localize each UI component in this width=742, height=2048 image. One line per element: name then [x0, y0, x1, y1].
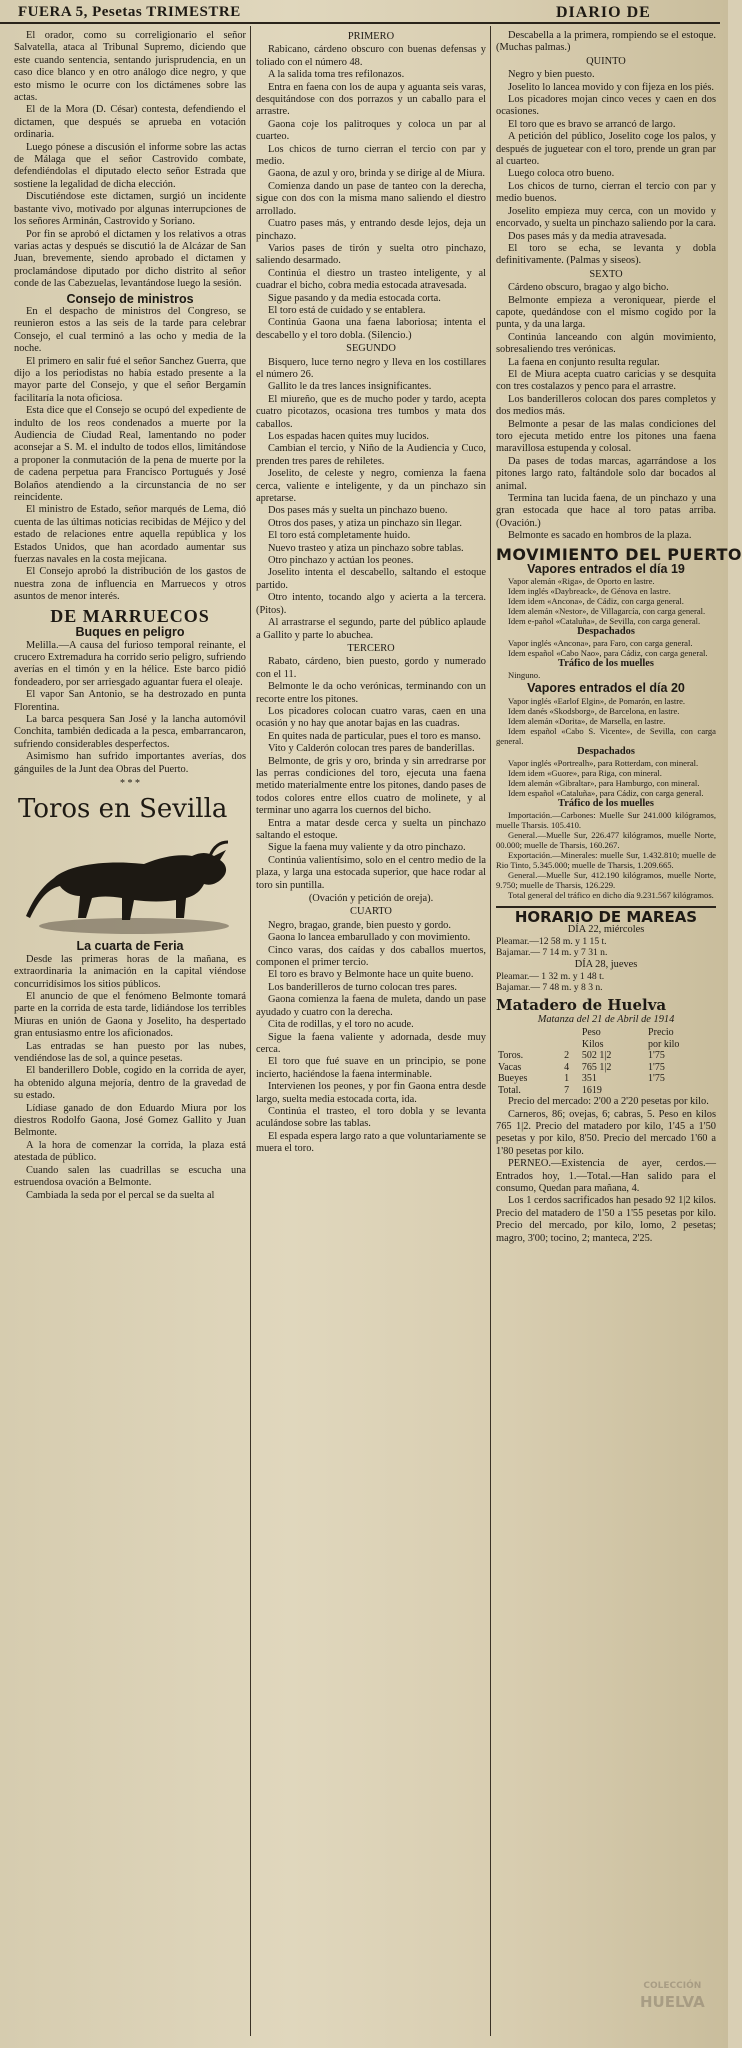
table-cell: 4	[564, 1061, 570, 1073]
paragraph: Comienza dando un pase de tanteo con la derecha, sigue con dos con la misma mano saliendo el diestro arrollado.	[256, 180, 486, 217]
shipping-entry: Idem danés «Skodsborg», de Barcelona, en lastre.	[508, 705, 680, 716]
paragraph: Bisquero, luce terno negro y lleva en los costillares el número 26.	[256, 356, 486, 380]
paragraph: Negro, bragao, grande, bien puesto y gordo.	[268, 919, 451, 931]
shipping-entry: Vapor alemán «Riga», de Oporto en lastre.	[508, 576, 655, 587]
slaughter-date: Matanza del 21 de Abril de 1914	[537, 1013, 675, 1025]
archive-stamp	[640, 1978, 705, 2010]
section-heading: Vapores entrados el día 19	[527, 562, 685, 577]
paragraph: Entra a matar desde cerca y suelta un pinchazo saltando el estoque.	[256, 817, 486, 841]
paragraph: Cinco varas, dos caídas y dos caballos muertos, componen el primer tercio.	[256, 944, 486, 969]
page-header	[0, 0, 720, 24]
paragraph: Cambian el tercio, y Niño de la Audiencia y Cuco, prenden tres pares de rehiletes.	[256, 443, 486, 467]
paragraph: Cuatro pases más, y entrando desde lejos, deja un pinchazo.	[256, 218, 486, 242]
paragraph: Los chicos de turno cierran el tercio con par y medio.	[256, 143, 486, 168]
paragraph: Carneros, 86; ovejas, 6; cabras, 5. Peso en kilos 765 1|2. Precio del matadero por kilo, 1'45 a 1'50 pesetas y por kilo, 8'50. Precio del mercado 1'60 a 1'80 pesetas por kilo.	[496, 1108, 716, 1157]
paragraph: El toro que es bravo se arrancó de largo.	[508, 118, 676, 130]
paragraph: Luego coloca otro bueno.	[508, 168, 615, 180]
paragraph: El primero en salir fué el señor Sanchez Guerra, que dijo a los periodistas no había estado presente a la mayor parte del Consejo, y que el señor Bergamín facilitaría la nota oficiosa.	[14, 355, 246, 404]
table-header: Kilos	[581, 1038, 604, 1050]
paragraph: Cárdeno obscuro, bragao y algo bicho.	[508, 282, 669, 294]
paragraph: Los picadores colocan cuatro varas, caen en una ocasión y no hay que anotar bajas en las cuadras.	[256, 705, 486, 730]
paragraph: Da pases de todas marcas, agarrándose a los pitones largo rato, faltándole solo dar bocados al animal.	[496, 455, 716, 492]
paragraph: Lídiase ganado de don Eduardo Miura por los diestros Rodolfo Gaona, José Gomez Gallito y Juan Belmonte.	[14, 1102, 246, 1139]
column-3	[496, 30, 742, 1245]
paragraph: Los banderilleros colocan dos pares completos y dos medios más.	[496, 393, 716, 418]
shipping-entry: Idem español «Cabo Nao», para Cádiz, con carga general.	[508, 648, 708, 659]
paragraph: Nuevo trasteo y atiza un pinchazo sobre tablas.	[268, 542, 464, 554]
paragraph: Dos pases más y da media atravesada.	[508, 230, 667, 242]
paragraph: Joselito intenta el descabello, saltando el estoque partido.	[256, 567, 486, 591]
paragraph: Intervienen los peones, y por fin Gaona entra desde largo, suelta media estocada corta, ida.	[256, 1081, 486, 1105]
section-heading: Despachados	[577, 626, 635, 638]
table-cell: Bueyes	[498, 1073, 528, 1085]
shipping-entry: Total general del tráfico en dicho día 9.231.567 kilógramos.	[508, 889, 714, 900]
paragraph: Continúa valientísimo, solo en el centro medio de la plaza, y larga una estocada superior, que hace rodar al toro sin puntilla.	[256, 854, 486, 891]
column-rule	[250, 26, 251, 2036]
section-heading: Consejo de ministros	[66, 291, 194, 306]
section-heading: Tráfico de los muelles	[558, 658, 654, 670]
paragraph: Gaona lo lancea embarullado y con movimiento.	[268, 932, 471, 944]
paragraph: El espada espera largo rato a que voluntariamente se muera el toro.	[256, 1130, 486, 1155]
tide-row: Bajamar.— 7 48 m. y 8 3 n.	[496, 982, 603, 994]
table-cell: 351	[581, 1073, 597, 1085]
table-header: Precio	[648, 1027, 674, 1039]
table-cell: Toros.	[498, 1050, 524, 1062]
paragraph: Belmonte es sacado en hombros de la plaza.	[508, 530, 692, 542]
shipping-entry: General.—Muelle Sur, 412.190 kilógramos, muelle Norte, 9.750; muelle de Tharsis, 126.229.	[496, 869, 716, 890]
paragraph: El de Miura acepta cuatro caricias y se desquita con tres costalazos y penco para el arrastre.	[496, 368, 716, 393]
paragraph: El toro se echa, se levanta y dobla definitivamente. (Palmas y siseos).	[496, 242, 716, 267]
paragraph: El toro está completamente huido.	[268, 530, 411, 542]
shipping-entry: Vapor inglés «Portrealh», para Rotterdam, con mineral.	[508, 757, 699, 768]
table-cell: 1619	[581, 1084, 602, 1096]
paragraph: Rabato, cárdeno, bien puesto, gordo y numerado con el 11.	[256, 656, 486, 680]
paragraph: Continúa el diestro un trasteo inteligente, y al cuadrar el bicho, cobra media estocada atravesada.	[256, 267, 486, 292]
table-cell: 1'75	[648, 1073, 665, 1085]
section-heading: Tráfico de los muelles	[558, 797, 654, 809]
paragraph: El toro es bravo y Belmonte hace un quite bueno.	[268, 969, 474, 981]
column-2	[256, 30, 486, 1156]
paragraph: El banderillero Doble, cogido en la corrida de ayer, ha obtenido alguna mejoría, dentro de la gravedad de su estado.	[14, 1065, 246, 1102]
paragraph: En quites nada de particular, pues el toro es manso.	[268, 730, 481, 742]
paragraph: Belmonte, de gris y oro, brinda y sin arredrarse por las perras condiciones del toro, ejecuta una faena metido materialmente entre los pitones, dando pases de todos colores entre ellos cuatro de molinete, y al terminar uno agarra los cuernos del bicho.	[256, 755, 486, 817]
table-row	[496, 1073, 716, 1085]
paragraph: Gaona, de azul y oro, brinda y se dirige al de Miura.	[268, 168, 485, 180]
shipping-entry: Idem e-pañol «Cataluña», de Sevilla, con carga general.	[508, 616, 701, 627]
paragraph: Gallito le da tres lances insignificantes.	[268, 381, 432, 393]
table-cell	[646, 1085, 716, 1097]
shipping-entry: Idem alemán «Gibraltar», para Hamburgo, con mineral.	[508, 777, 700, 788]
shipping-entry: Vapor inglés «Earlof Elgin», de Pomarón, en lastre.	[508, 695, 686, 706]
table-header	[562, 1039, 580, 1051]
paragraph: Precio del mercado: 2'00 a 2'20 pesetas por kilo.	[508, 1096, 709, 1108]
section-heading: CUARTO	[350, 906, 392, 918]
paragraph: Cuando salen las cuadrillas se escucha una estruendosa ovación a Belmonte.	[14, 1164, 246, 1189]
paragraph: Asimismo han sufrido importantes averías, dos gánguiles de la Junt dea Obras del Puerto.	[14, 751, 246, 775]
paragraph: Los banderilleros de turno colocan tres pares.	[268, 981, 457, 993]
section-heading: PRIMERO	[347, 31, 395, 42]
table-total-row	[496, 1085, 716, 1097]
shipping-entry: Idem alemán «Dorita», de Marsella, en lastre.	[508, 715, 666, 726]
paragraph: Cambiada la seda por el percal se da suelta al	[26, 1189, 215, 1201]
paragraph: Los chicos de turno, cierran el tercio con par y medio buenos.	[496, 180, 716, 205]
paragraph: Al arrastrarse el segundo, parte del público aplaude a Gallito y parte lo abuchea.	[256, 617, 486, 641]
tide-row: Pleamar.—12 58 m. y 1 15 t.	[496, 936, 607, 948]
paragraph: Desde las primeras horas de la mañana, es extraordinaria la animación en la capital viéndose concurridísimos los sitios públicos.	[14, 953, 246, 990]
paragraph: A la salida toma tres refilonazos.	[268, 69, 405, 81]
paragraph: Gaona coje los palitroques y coloca un par al cuarteo.	[256, 118, 486, 143]
header-subscription: FUERA 5, Pesetas TRIMESTRE	[18, 4, 241, 20]
paragraph: Cita de rodillas, y el toro no acude.	[268, 1019, 414, 1031]
section-heading: Despachados	[577, 745, 635, 757]
paragraph: Joselito empieza muy cerca, con un movido y encorvado, y suelta un pinchazo saliendo por la cara.	[496, 205, 716, 230]
section-title: Matadero de Huelva	[496, 996, 667, 1015]
paragraph: Negro y bien puesto.	[508, 69, 595, 81]
table-header	[562, 1027, 580, 1039]
paragraph: Joselito, de celeste y negro, comienza la faena cerca, valiente e inteligente, y da un pinchazo sin apretarse.	[256, 468, 486, 505]
paragraph: Esta dice que el Consejo se ocupó del expediente de indulto de los reos condenados a muerte por la Audiencia de Ciudad Real, lamentando no poder aconsejar a S. M. el indulto de todos ellos, limitándose a proponer la conmutación de la pena de muerte por la de cadena perpetua para Francisco Portugués y José Bolaños atendiendo a la circunstancia de no ser reincidente.	[14, 405, 246, 504]
table-cell: 1	[564, 1073, 570, 1085]
tide-day: DÍA 28, jueves	[574, 959, 638, 971]
paragraph: Continúa Gaona una faena laboriosa; intenta el descabello y el toro dobla. (Silencio.)	[256, 317, 486, 341]
paragraph: En el despacho de ministros del Congreso, se reunieron estos a las seis de la tarde para celebrar Consejo, el cual terminó a las ocho y media de la noche.	[14, 305, 246, 355]
paragraph: Luego pónese a discusión el informe sobre las actas de Málaga que el señor Castrovido combate, defendiéndolas el diputado electo señor Estrada que sostiene la legalidad de dicha elección.	[14, 141, 246, 190]
paragraph: Gaona comienza la faena de muleta, dando un pase ayudado y cuatro con la derecha.	[256, 994, 486, 1018]
separator-stars: * * *	[120, 777, 140, 789]
paragraph: El orador, como su correligionario el señor Salvatella, ataca al Tribunal Supremo, diciendo que este cuando sentencia, sentando jurisprudencia, en un caso dice blanco y en otro análogo dice negro, y que esto mismo le ocurre con los dictámenes sobre las actas.	[14, 30, 246, 104]
shipping-entry: Idem idem «Ancona», de Cádiz, con carga general.	[508, 596, 684, 607]
section-heading: QUINTO	[586, 55, 626, 67]
shipping-entry: Idem español «Cabo S. Vicente», de Sevilla, con carga general.	[496, 725, 716, 746]
section-title: DE MARRUECOS	[50, 605, 210, 626]
shipping-entry: Importación.—Carbones: Muelle Sur 241.000 kilógramos, muelle Tharsis. 105.410.	[496, 809, 716, 830]
paragraph: La faena en conjunto resulta regular.	[508, 356, 660, 368]
paragraph: El ministro de Estado, señor marqués de Lema, dió cuenta de las últimas noticias recibidas de Méjico y del estado de relaciones entre aquella república y los Estados Unidos, que han acordado aumentar sus fuerzas navales en la costa mejicana.	[14, 504, 246, 566]
shipping-entry: Idem alemán «Nestor», de Villagarcía, con carga general.	[508, 606, 706, 617]
table-cell: 1'75	[648, 1050, 665, 1062]
section-title: HORARIO DE MAREAS	[496, 906, 716, 923]
paragraph: La barca pesquera San José y la lancha automóvil Conchita, también dedicada a la pesca, embarrancaron, sufriendo considerables desperfectos.	[14, 713, 246, 750]
section-title: Toros en Sevilla	[18, 794, 228, 825]
shipping-entry: Vapor inglés «Ancona», para Faro, con carga general.	[508, 638, 693, 649]
table-cell: 2	[564, 1050, 570, 1062]
paragraph: Los picadores mojan cinco veces y caen en dos ocasiones.	[496, 94, 716, 118]
shipping-entry: Exportación.—Minerales: muelle Sur, 1.432.810; muelle de Rio Tinto, 5.345.000; muelle de Tharsis, 1.209.665.	[496, 849, 716, 870]
paragraph: Los espadas hacen quites muy lucidos.	[268, 431, 430, 442]
paragraph: Entra en faena con los de aupa y aguanta seis varas, desquitándose con dos porrazos y un caballo para el arrastre.	[256, 81, 486, 118]
paragraph: Otros dos pases, y atiza un pinchazo sin llegar.	[268, 517, 462, 529]
tide-row: Pleamar.— 1 32 m. y 1 48 t.	[496, 971, 605, 983]
shipping-entry: General.—Muelle Sur, 226.477 kilógramos, muelle Norte, 00.000; muelle de Tharsis, 160.267.	[496, 829, 716, 850]
section-title: MOVIMIENTO DEL PUERTO	[496, 544, 742, 564]
paragraph: El anuncio de que el fenómeno Belmonte tomará parte en la corrida de esta tarde, lidiándose los terribles Miuras en unión de Gaona y Joselito, ha despertado gran entusiasmo entre los aficionados.	[14, 991, 246, 1040]
section-heading: Vapores entrados el día 20	[527, 681, 685, 696]
slaughter-table	[496, 1027, 716, 1096]
paragraph: Rabicano, cárdeno obscuro con buenas defensas y toliado con el número 48.	[256, 44, 486, 68]
shipping-entry: Idem inglés «Daybreack», de Génova en lastre.	[508, 586, 671, 597]
paragraph: Descabella a la primera, rompiendo se el estoque. (Muchas palmas.)	[496, 30, 716, 54]
paragraph: Discutiéndose este dictamen, surgió un incidente bastante vivo, motivado por algunas interrupciones de los señores Arminán, Castrovido y Soriano.	[14, 191, 246, 228]
tide-row: Bajamar.— 7 14 m. y 7 31 n.	[496, 947, 608, 959]
paragraph: Sigue la faena muy valiente y da otro pinchazo.	[268, 842, 466, 854]
paragraph: Belmonte empieza a veroniquear, pierde el capote, quedándose con el mismo cogido por la punta, y da una larga.	[496, 294, 716, 331]
paragraph: El vapor San Antonio, se ha destrozado en punta Florentina.	[14, 689, 246, 713]
paragraph: Por fin se aprobó el dictamen y los relativos a otras varias actas y después se discutió la de Alcázar de San Juan, brevemente, siendo aprobado el dictamen y proclamándose diputado por dicho distrito al señor conde de las Cabezuelas, levantándose luego la sesión.	[14, 228, 246, 290]
table-header	[496, 1039, 562, 1051]
paragraph: Vito y Calderón colocan tres pares de banderillas.	[268, 743, 475, 755]
table-header: por kilo	[648, 1038, 680, 1050]
table-row	[496, 1062, 716, 1074]
paragraph: El de la Mora (D. César) contesta, defendiendo el dictamen, que después se aprueba en votación ordinaria.	[14, 104, 246, 141]
paragraph: Varios pases de tirón y suelta otro pinchazo, saliendo desarmado.	[256, 242, 486, 267]
paragraph: Otro pinchazo y actúan los peones.	[268, 555, 414, 567]
paragraph: Dos pases más y suelta un pinchazo bueno.	[268, 505, 448, 517]
paragraph: (Ovación y petición de oreja).	[308, 893, 434, 905]
paragraph: Continúa el trasteo, el toro dobla y se levanta aculándose sobre las tablas.	[256, 1105, 486, 1130]
paragraph: A petición del público, Joselito coge los palos, y después de juguetear con el toro, prende un gran par al cuarteo.	[496, 131, 716, 168]
paragraph: El miureño, que es de mucho poder y tardo, acepta cuatro picotazos, ocasiona tres tumbos y mata dos caballos.	[256, 393, 486, 430]
table-header	[496, 1027, 562, 1039]
paragraph: Termina tan lucida faena, de un pinchazo y una gran estocada que hace al toro patas arriba. (Ovación.)	[496, 493, 716, 529]
tide-day: DÍA 22, miércoles	[567, 924, 645, 936]
table-header: Peso	[581, 1027, 601, 1039]
column-1	[14, 30, 246, 1202]
table-cell: Total.	[498, 1084, 521, 1096]
shipping-entry: Idem idem «Guore», para Riga, con mineral.	[508, 767, 662, 778]
paragraph: Sigue pasando y da media estocada corta.	[268, 292, 441, 304]
paragraph: El toro está de cuidado y se entablera.	[268, 304, 426, 316]
table-cell: 765 1|2	[581, 1061, 612, 1073]
paragraph: A la hora de comenzar la corrida, la plaza está atestada de público.	[14, 1139, 246, 1164]
bull-illustration	[14, 826, 246, 938]
table-cell: 502 1|2	[581, 1050, 612, 1062]
shipping-entry: Ninguno.	[508, 670, 541, 681]
paragraph: Joselito lo lancea movido y con fijeza en los piés.	[508, 81, 715, 93]
stamp-line: COLECCIÓN	[643, 1981, 702, 1991]
paragraph: Los 1 cerdos sacrificados han pesado 92 1|2 kilos. Precio del matadero de 1'50 a 1'55 pesetas por kilo. Precio del mercado, por kilo, lomo, 2 pesetas; magro, 3'00; tocino, 2; manteca, 2'25.	[496, 1195, 716, 1244]
paragraph: El Consejo aprobó la distribución de los gastos de nuestra zona de influencia en Marruecos y otros asuntos de menor interés.	[14, 566, 246, 603]
shipping-entry: Idem español «Cataluña», para Cádiz, con carga general.	[508, 787, 704, 798]
paragraph: Sigue la faena valiente y adornada, desde muy cerca.	[256, 1031, 486, 1055]
section-heading: SEGUNDO	[346, 343, 396, 355]
stamp-line: HUELVA	[640, 1993, 705, 2011]
column-rule	[490, 26, 491, 2036]
paragraph: Melilla.—A causa del furioso temporal reinante, el crucero Extremadura ha corrido serio peligro, sufriendo averías en el timón y en la hélice. Este barco pidió fondeadero, por ser arriesgado aguantar fuera el oleaje.	[14, 639, 246, 688]
section-heading: La cuarta de Feria	[76, 939, 184, 954]
section-heading: SEXTO	[589, 268, 623, 280]
paragraph: El toro que fué suave en un principio, se pone incierto, haciéndose la faena interminable.	[256, 1056, 486, 1080]
paragraph: Las entradas se han puesto por las nubes, vendiéndose las de sol, a quince pesetas.	[14, 1040, 246, 1065]
section-heading: Buques en peligro	[75, 625, 185, 640]
paragraph: Belmonte le da ocho verónicas, terminando con un recorte entre los pitones.	[256, 681, 486, 705]
table-cell: 7	[564, 1084, 570, 1096]
table-cell: Vacas	[498, 1061, 522, 1073]
table-row	[496, 1050, 716, 1062]
paragraph: Continúa lanceando con algún movimiento, sobresaliendo tres verónicas.	[496, 331, 716, 356]
table-cell: 1'75	[648, 1061, 665, 1073]
paragraph: PERNEO.—Existencia de ayer, cerdos.—Entrados hoy, 1.—Total.—Han salido para el consumo, Quedan para mañana, 4.	[496, 1158, 716, 1194]
paragraph: Otro intento, tocando algo y acierta a la tercera. (Pitos).	[256, 592, 486, 616]
paragraph: Belmonte a pesar de las malas condiciones del toro ejecuta metido entre los pitones una faena maravillosa estupenda y colosal.	[496, 418, 716, 455]
header-masthead: DIARIO DE	[556, 4, 651, 21]
section-heading: TERCERO	[347, 642, 395, 654]
